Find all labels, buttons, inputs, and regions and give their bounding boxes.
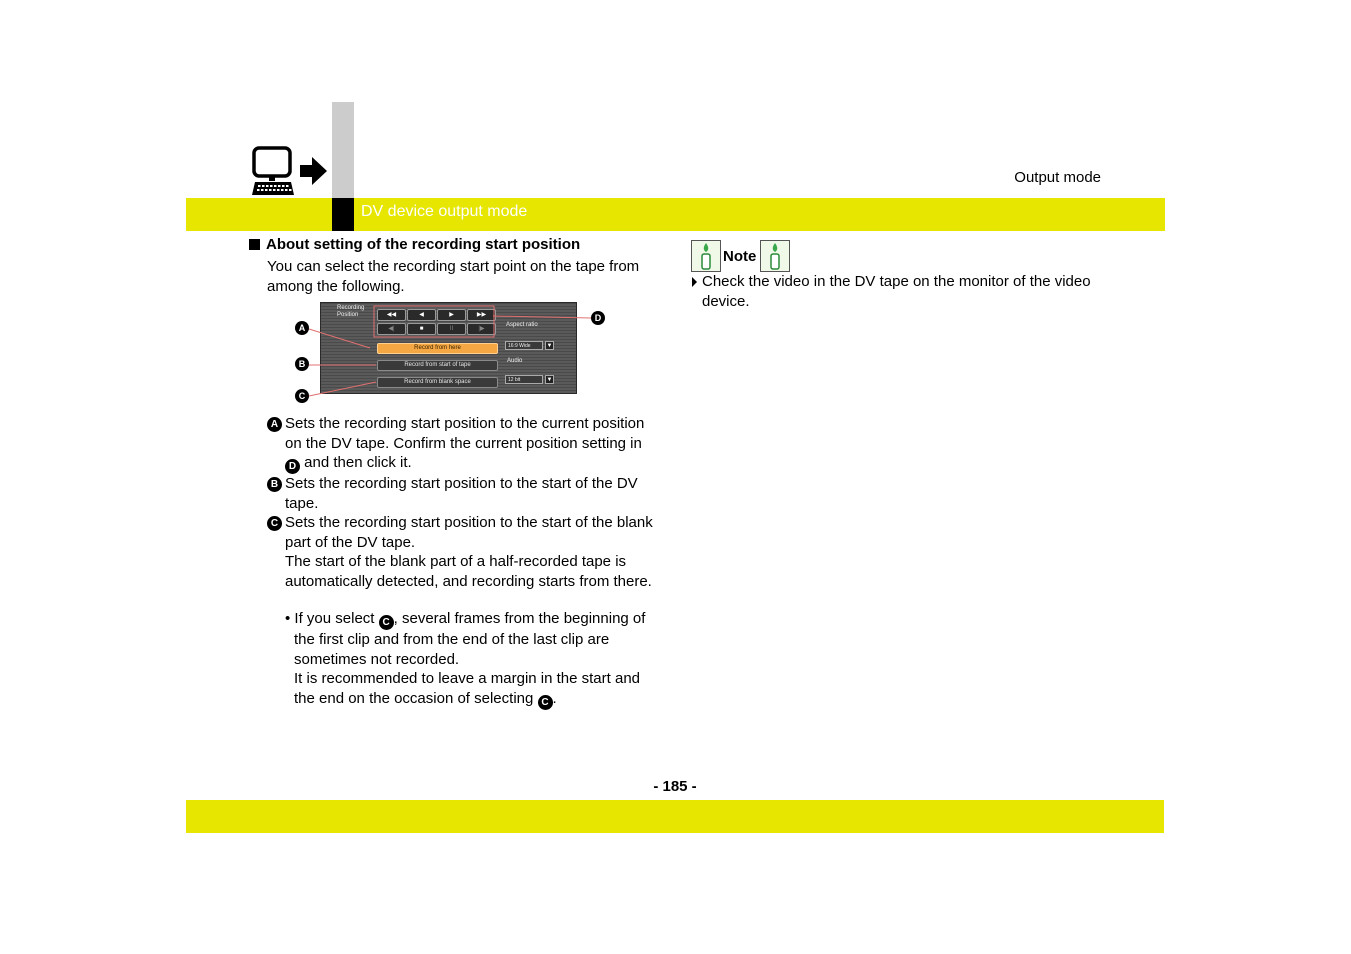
marker-a: A bbox=[295, 321, 309, 335]
record-from-start-button[interactable]: Record from start of tape bbox=[377, 360, 498, 371]
ref-c-2: C bbox=[538, 695, 553, 710]
item-b bbox=[267, 474, 659, 514]
marker-c: C bbox=[295, 389, 309, 403]
label-b: B bbox=[267, 477, 282, 492]
note-body bbox=[691, 272, 1091, 311]
marker-b: B bbox=[295, 357, 309, 371]
item-a-text: Sets the recording start position to the current position on the DV tape. Confirm the current position setting in D and then click it. bbox=[285, 415, 645, 473]
item-c-text: Sets the recording start position to the start of the blank part of the DV tape. The start of the blank part of a half-recorded tape is automatically detected, and recording starts from there. bbox=[285, 514, 653, 591]
note-candle-icon-right bbox=[760, 240, 790, 272]
note-text: Check the video in the DV tape on the monitor of the video device. bbox=[702, 273, 1091, 310]
triangle-bullet-icon bbox=[692, 277, 697, 287]
note-candle-icon-left bbox=[691, 240, 721, 272]
panel-group-label: Recording Position bbox=[337, 305, 365, 318]
aspect-ratio-label: Aspect ratio bbox=[506, 322, 538, 328]
page-number: - 185 - bbox=[653, 778, 697, 795]
ref-c: C bbox=[379, 615, 394, 630]
step-forward-button[interactable]: |▶ bbox=[467, 323, 496, 335]
item-a bbox=[267, 414, 659, 474]
audio-dropdown-arrow-icon[interactable]: ▼ bbox=[546, 377, 553, 383]
item-b-text: Sets the recording start position to the start of the DV tape. bbox=[285, 475, 638, 512]
ref-d: D bbox=[285, 459, 300, 474]
heading-text: About setting of the recording start position bbox=[266, 236, 581, 253]
step-back-button[interactable]: ◀| bbox=[377, 323, 406, 335]
audio-label: Audio bbox=[507, 358, 523, 364]
audio-select[interactable]: 12 bit bbox=[505, 375, 543, 384]
fast-forward-button[interactable]: ▶▶ bbox=[467, 309, 496, 321]
play-button[interactable]: ▶ bbox=[437, 309, 466, 321]
reverse-button[interactable]: ◀ bbox=[407, 309, 436, 321]
label-a: A bbox=[267, 417, 282, 432]
bullet-note: • If you select C , several frames from the beginning of the first clip and from the end of the last clip are sometimes not recorded. It is recommended to leave a margin in the start and the end on the occasion of selecting C . bbox=[285, 610, 646, 709]
pause-button[interactable]: II bbox=[437, 323, 466, 335]
marker-d: D bbox=[591, 311, 605, 325]
note-title: Note bbox=[723, 248, 757, 265]
footer-band bbox=[186, 800, 1164, 833]
aspect-ratio-select[interactable]: 16:9 Wide bbox=[505, 341, 543, 350]
stop-button[interactable]: ■ bbox=[407, 323, 436, 335]
item-c bbox=[267, 513, 659, 613]
aspect-dropdown-arrow-icon[interactable]: ▼ bbox=[546, 343, 553, 349]
section-name: Output mode bbox=[1014, 169, 1101, 186]
record-from-here-button[interactable]: Record from here bbox=[377, 343, 498, 354]
record-from-blank-button[interactable]: Record from blank space bbox=[377, 377, 498, 388]
intro-text: You can select the recording start point on the tape from among the following. bbox=[267, 258, 640, 295]
page-title: DV device output mode bbox=[361, 203, 528, 220]
rewind-button[interactable]: ◀◀ bbox=[377, 309, 406, 321]
label-c: C bbox=[267, 516, 282, 531]
